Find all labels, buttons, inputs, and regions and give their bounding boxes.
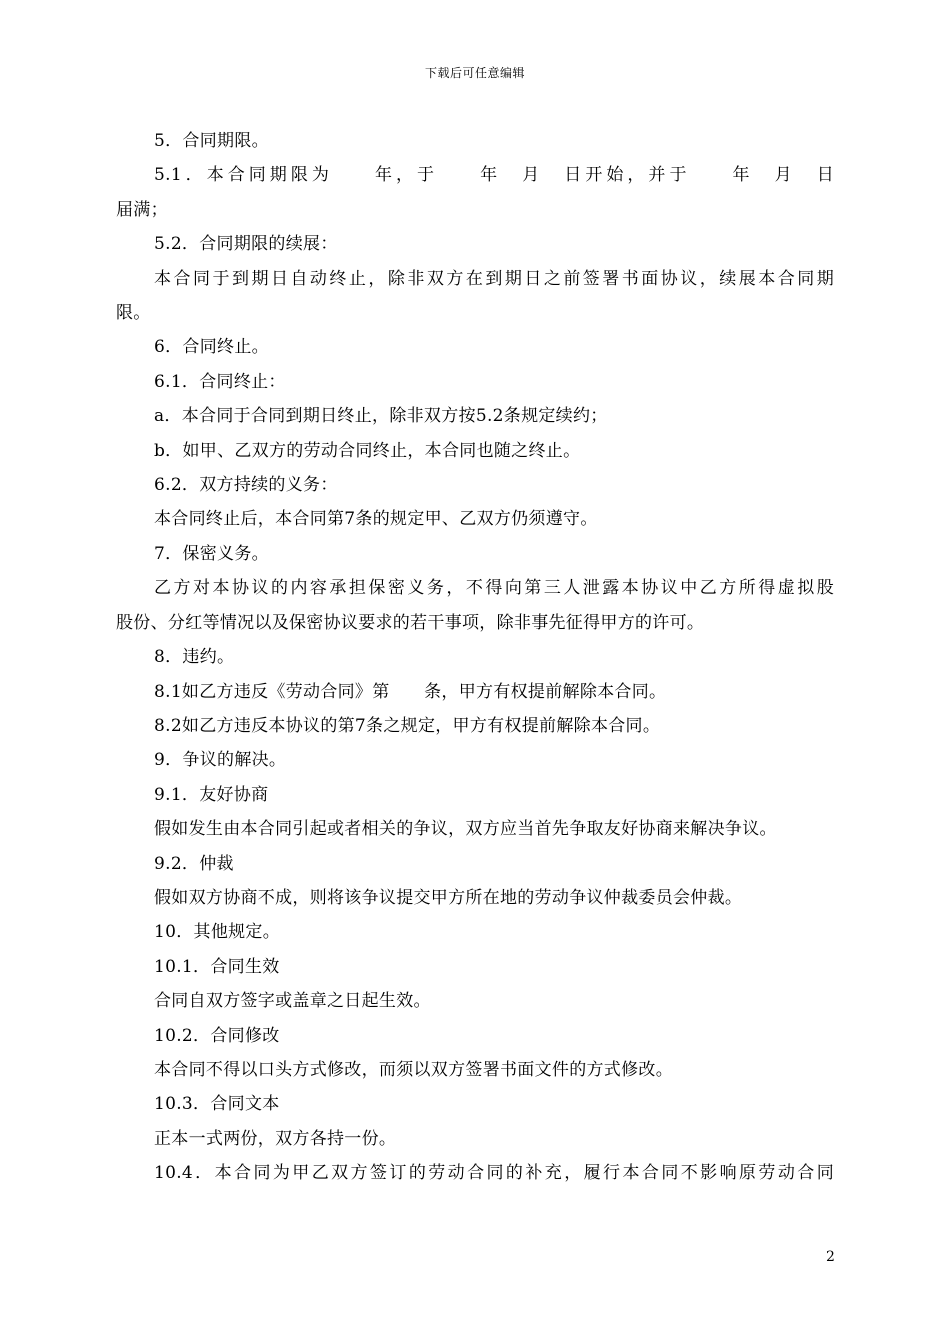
- document-line: 5．合同期限。: [154, 131, 269, 151]
- document-line: 9.2．仲裁: [154, 853, 234, 874]
- document-line: 10.2．合同修改: [154, 1025, 280, 1046]
- document-line: 6.2．双方持续的义务：: [154, 475, 338, 496]
- document-line: 8.1如乙方违反《劳动合同》第 条，甲方有权提前解除本合同。: [154, 681, 667, 702]
- page-number: 2: [826, 1249, 835, 1265]
- document-line: 7．保密义务。: [154, 543, 269, 564]
- document-line: 限。: [116, 303, 151, 324]
- document-line: 正本一式两份，双方各持一份。: [154, 1128, 397, 1149]
- document-line: 届满；: [116, 199, 168, 220]
- document-line: 9.1．友好协商: [154, 784, 269, 805]
- document-line: 8.2如乙方违反本协议的第7条之规定，甲方有权提前解除本合同。: [154, 715, 661, 736]
- document-line: 9．争议的解决。: [154, 750, 287, 771]
- document-line: 乙方对本协议的内容承担保密义务，不得向第三人泄露本协议中乙方所得虚拟股: [154, 578, 834, 599]
- document-line: 股份、分红等情况以及保密协议要求的若干事项，除非事先征得甲方的许可。: [116, 612, 705, 633]
- document-line: 本合同终止后，本合同第7条的规定甲、乙双方仍须遵守。: [154, 509, 598, 530]
- page-header: 下载后可任意编辑: [424, 66, 525, 80]
- document-line: 6.1．合同终止：: [154, 371, 286, 392]
- document-line: 本合同不得以口头方式修改，而须以双方签署书面文件的方式修改。: [154, 1059, 673, 1080]
- document-line: 10.4．本合同为甲乙双方签订的劳动合同的补充，履行本合同不影响原劳动合同: [154, 1163, 834, 1184]
- document-body: [116, 124, 834, 1191]
- document-line: 假如发生由本合同引起或者相关的争议，双方应当首先争取友好协商来解决争议。: [154, 819, 777, 840]
- document-line: 5.1．本合同期限为 年，于 年 月 日开始，并于 年 月 日: [154, 165, 834, 186]
- document-line: 本合同于到期日自动终止，除非双方在到期日之前签署书面协议，续展本合同期: [154, 268, 834, 289]
- document-line: 10．其他规定。: [154, 922, 281, 943]
- document-line: 10.1．合同生效: [154, 956, 280, 977]
- document-line: 假如双方协商不成，则将该争议提交甲方所在地的劳动争议仲裁委员会仲裁。: [154, 887, 743, 908]
- document-line: 6．合同终止。: [154, 337, 269, 358]
- document-line: 合同自双方签字或盖章之日起生效。: [154, 991, 431, 1012]
- document-line: 10.3．合同文本: [154, 1094, 280, 1115]
- document-line: 8．违约。: [154, 647, 235, 668]
- document-line: 5.2．合同期限的续展：: [154, 234, 338, 255]
- document-line: b．如甲、乙双方的劳动合同终止，本合同也随之终止。: [154, 440, 581, 461]
- document-line: a．本合同于合同到期日终止，除非双方按5.2条规定续约；: [154, 406, 608, 427]
